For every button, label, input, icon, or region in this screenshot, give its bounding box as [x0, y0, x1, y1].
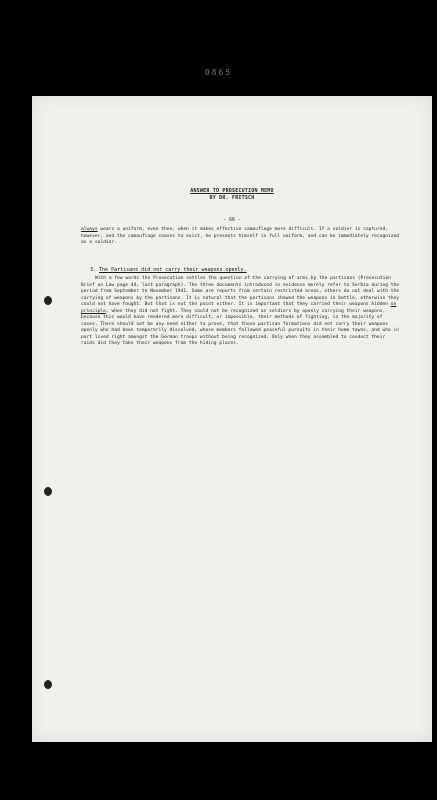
section-heading — [90, 267, 247, 273]
heading-number: 3. — [90, 267, 100, 273]
underlined-word: always — [81, 227, 98, 232]
paragraph-text: wears a uniform, even then, when it makes effective camouflage more difficult. If a soldier is captured, however, and the camouflage ceases to exist, he presents himself in full uniform, and can be immediately recognized as a soldier. — [81, 227, 400, 245]
microfilm-frame-number: 0865 — [204, 68, 233, 77]
header-author: BY DR. FRITSCH — [209, 195, 255, 201]
document-header — [32, 188, 432, 202]
underlined-phrase: on principle — [81, 302, 397, 314]
header-title: ANSWER TO PROSECUTION MEMO — [190, 188, 274, 194]
paragraph-text: With a few words the Prosecution settles the question of the carrying of arms by the partisans (Prosecution Brief on Law page 44, last paragraph). The three documents introduced in evidence merely refer to Serbia during the period from September to November 1941. Some are reports from certain restricted areas, others do not deal with the carrying of weapons by the partisans. It is natural that the partisans showed the weapons in battle, otherwise they could not have fought. But that is not the point either. It is important that they carried their weapons hidden — [81, 276, 400, 307]
heading-text: The Partisans did not carry their weapons openly. — [99, 267, 247, 273]
paragraph-uniform — [81, 227, 401, 247]
document-page — [32, 96, 432, 742]
punch-hole — [44, 680, 52, 689]
paragraph-weapons — [81, 276, 401, 348]
punch-hole — [44, 487, 52, 496]
punch-hole — [44, 296, 52, 305]
paragraph-text: , when they did not fight. They could not be recognized as soldiers by openly carrying their weapons, because this would have rendered more difficult, or impossible, their methods of fighting, in the majority of cases. There should not be any need either to prove, that those partisan formations did not carry their weapons openly who had been temporarily dissolved, whose members followed peaceful pursuits in their home towns, and who in part lived right amongst the German troops without being recognized. Only when they assembled to conduct their raids did they take their weapons from the hiding places. — [81, 308, 400, 346]
page-number: - 66 - — [222, 217, 242, 223]
